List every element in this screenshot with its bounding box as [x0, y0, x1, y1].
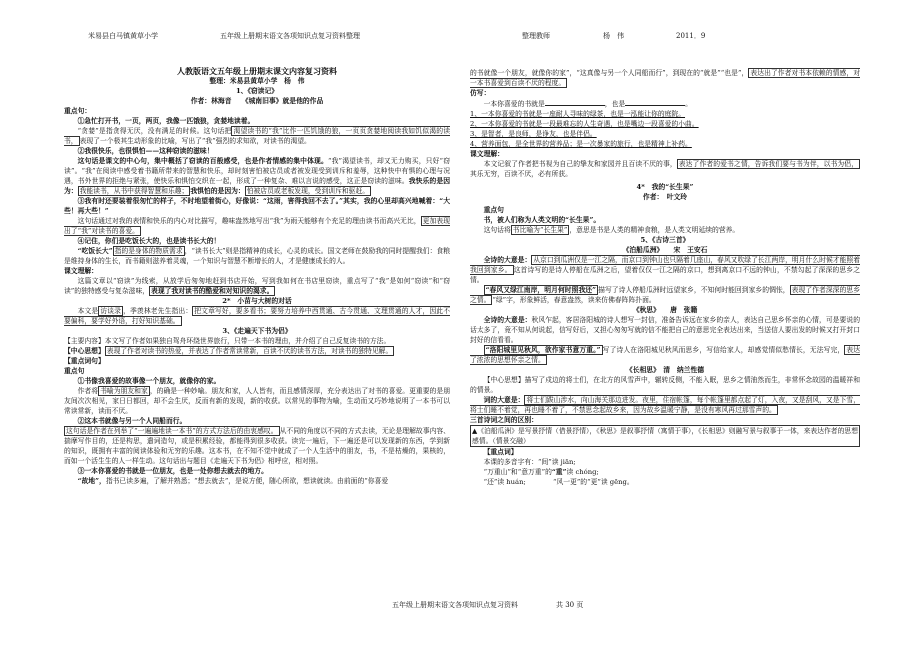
comprehension-text: 本文记叙了作者把书视为自己的挚友和家园并且百读不厌的事， 表达了作者的爱书之情，告诉我们要与书为伴，以书为侣，其乐无穷，百读不厌，必有所获。	[470, 160, 859, 178]
key-sentence-2-explain: 这句话是课文的中心句，集中概括了窃读的百般感受，也是作者情感的集中体现。“我”渴望读书，却又无力购买，只好“窃读”。“我”在阅读中感受着书籍所带来的智慧和快乐，却时刻害怕被店员或者被发现受到训斥和羞辱，这种快中有惧的心理与况遇，书外世界的拒绝与紧张，使快乐和惧怕交织在一起，形成了一种复杂、难以言说的感受，这正是窃读的滋味。我快乐的是因为： 我能读书，从书中获得智慧和乐趣； 我惧怕的是因为： 怕被店员或老板发现，受到训斥和驱赶。	[64, 157, 450, 195]
polyphone-line-3: “还”读 huán; “风一更”的“更”读 gēng。	[483, 478, 634, 486]
doc-title: 人教版语文五年级上册期末课文内容复习资料	[177, 66, 337, 76]
key-sentence-3-explain: 这句话通过对我的表情和快乐的内心对比描写，趣味盎然地写出“我”为雨天能够有个充足的理由读书而高兴无比， 更加表现出了“我”对读书的喜爱。	[64, 217, 450, 235]
blank-line-2	[625, 98, 685, 106]
blank-line-1	[545, 98, 605, 106]
lesson4-sentence-explain: 这句话将 书比喻为“长生果” ，意思是书是人类的精神食粮，是人类文明延续的营养。	[483, 226, 740, 234]
understanding-text: 这篇文章以“窃读”为线索，从放学后匆匆地赶到书店开始，写到我如何在书店里窃读，重点写了“我”是如何“窃读”和“窃读”的独特感受与复杂滋味， 表现了我对读书的酷爱和对知识的渴求。	[64, 277, 450, 295]
key-sentence-2: ②我很快乐，也很惧怕——这种窃读的滋味！	[77, 147, 214, 155]
lesson4-title: 4* 我的“长生果”	[636, 183, 694, 191]
continued-explain: 的书就像一个朋友，就像你的家”，“这真像与另一个人同船而行”，到现在的“就是”“也是”， 表达出了作者对书本依赖的情感，对一本书喜爱到百读不厌的程度。	[470, 69, 860, 87]
poem2-key-line: “洛阳城里见秋风，欲作家书意万重。” 写了诗人在洛阳城见秋风而思乡，写信给家人，却感觉情似愁情长，无法写完， 表达了浓浓的思想怀亲之情。	[470, 346, 860, 364]
left-column	[64, 66, 450, 596]
lesson1-title: 1、《窃读记》	[235, 87, 279, 95]
poem3-title: 《长相思》 清 纳兰性德	[625, 366, 705, 374]
header-date: 2011．9	[676, 32, 706, 40]
header-teacher: 杨 伟	[603, 32, 624, 40]
key-sentence-3: ③我有时还要装着很匆忙的样子，不时地望着街心，好像说：“这雨，害得我回不去了。”其实，我的心里却高兴地喊着：“大些！再大些！”	[64, 197, 450, 215]
poem2-title: 《秋思》 唐 张籍	[632, 306, 698, 314]
poem3-meaning: 词的大意是： 将士们跋山涉水，向山海关那边进发。夜里，住宿帐篷，每个帐篷里都点起了灯，入夜，又是刮风，又是下雪，将士们睡不着觉，再也睡不着了，不禁思念起故乡来，因为故乡温暖宁静，是没有寒风再过那雪声的。	[470, 396, 860, 414]
lesson5-title: 5、《古诗三首》	[640, 236, 690, 244]
header-role: 整理教师	[522, 32, 550, 40]
polyphone-line-2: “万重山”和“意万重”的“重”读 chóng;	[483, 468, 599, 476]
lesson3-title: 3、《走遍天下书为侣》	[222, 327, 292, 335]
footer-doc-title: 五年级上册期末语文各项知识点复习资料	[392, 601, 518, 609]
imitation-label: 仿写：	[470, 89, 491, 97]
imitation-example-3: 3、是智者，是良师，是诤友，也是伴侣。	[470, 130, 597, 138]
right-column	[470, 68, 860, 598]
key-sentence-4-explain: “吃饭长大” 指的是身体的物质需求 ，“读书长大”则是指精神的成长，心灵的成长。国文老师在鼓励我的同时提醒我们：食粮是维持身体的生长，而书籍则滋养着灵魂，一个知识与智慧不断增长的人，才是健康成长的人。	[64, 247, 450, 265]
lesson2-title: 2* 小苗与大树的对话	[222, 297, 292, 305]
lesson3-sentence-2: ②这本书就像与另一个人同船而行。	[77, 417, 187, 425]
imitation-example-4: 4、营养面包，是全世界的营养品；是一次暴家的旅行，也是精神上补药。	[470, 140, 692, 148]
key-sentence-1: ①急忙打开书，一页，两页，我像一匹饿狼，贪婪地读着。	[77, 117, 255, 125]
lesson3-center-idea: 【中心思想】 表现了作者对读书的热爱，并表达了作者常读常新，百读不厌的读书方法，对读书的独特见解。	[64, 347, 393, 355]
lesson3-focus-sub: 重点句	[64, 367, 85, 375]
header-doc-title: 五年级上册期末语文各项知识点复习资料整理	[220, 32, 360, 40]
footer-page-count: 共 30 页	[556, 601, 584, 609]
imitation-example-2: 2、一本你喜爱的书就是一段最难忘的人生奇遇，也是嘴边一段喜爱的小曲。	[470, 120, 699, 128]
lesson3-sentence-3-explain: “故地”，指书已读多遍，了解并熟悉；“想去就去”，是说方便，随心所欲，想读就读。由前面的“你喜爱	[77, 477, 389, 485]
lesson1-author: 作者：林海音 《城南旧事》就是他的作品	[190, 97, 324, 105]
poem1-title: 《泊船瓜洲》 宋 王安石	[622, 246, 708, 254]
poem3-center-idea: 【中心思想】描写了戍边的将士们，在北方的风雪声中，辗转反侧，不能入眠，思乡之情油然而生，非常怀念故园的温暖祥和的情景。	[470, 376, 860, 394]
polyphone-line-1: 本课的多音字有：“间”读 jiān;	[483, 458, 576, 466]
page-header	[0, 28, 920, 44]
understanding-label: 课文理解：	[64, 267, 98, 275]
imitation-example-1: 1、一本你喜爱的书就是一座耐人寻味的绿茶，也是一泓能让你的庭院。	[470, 110, 686, 118]
key-sentence-1-explain: “贪婪”是指贪得无厌，没有满足的时候。这句话把 渴望读书的“我”比作一匹饥饿的狼，一页页贪婪地阅读我如饥似渴的读书， 表现了一个极其生动形象的比喻，写出了“我”强烈的求知欲，对读书的渴望。	[64, 127, 450, 145]
key-sentence-4: ④记住，你们是吃饭长大的，也是读书长大的！	[77, 237, 221, 245]
lesson4-sentence: 书，被人们称为人类文明的“长生果”。	[483, 216, 601, 224]
poem1-key-line: “春风又绿江南岸，明月何时照我还” 描写了诗人停船瓜洲时远望家乡，不知何时能回到家乡的惆怅， 表现了作者深深的思乡之情。 “绿”字，形象鲜活，春意盎然，读来仿佛春阵阵扑面。	[470, 286, 860, 304]
imitation-template: 一本你喜爱的书就是 ，也是 。	[483, 100, 692, 108]
lesson4-focus-label: 重点句	[483, 206, 504, 214]
lesson2-intro: 本文是 访谈录 ，季羡林老先生指出： 把文章写好，要多看书；要努力培养中西贯通、古今贯通、文理贯通的人才，因此不要偏科，要学好外语，打好知识基础。	[64, 307, 450, 325]
comprehension-label: 课文理解：	[470, 150, 504, 158]
lesson3-main-content: 【主要内容】本文写了作者如果独自驾舟环绕世界旅行，只带一本书的理由，并介绍了自己反复读书的方法。	[64, 337, 391, 345]
lesson4-author: 作者： 叶文玲	[642, 193, 688, 201]
poem1-meaning: 全诗的大意是： 从京口到瓜洲仅是一江之隔，而京口到钟山也只隔着几座山，春风又吹绿了长江两岸，明月什么时候才能照着我回到家乡。 这首诗写的是诗人停船在瓜洲之后，望着仅仅一江之隔的京口，想到离京口不远的钟山，不禁勾起了深深的思乡之情。	[470, 256, 860, 284]
keywords-label: 【重点词】	[483, 448, 518, 456]
compiler-line: 整理：米易县黄草小学 杨 伟	[209, 77, 305, 85]
differences-label: 三首诗词之间的区别：	[470, 416, 538, 424]
header-school: 米易县白马镇黄草小学	[88, 32, 158, 40]
lesson3-sentence-2-explain: 这句话是作者在列举了“一遍遍地读一本书”的方式方法后的由衷感叹。 从不同的角度以不同的方式去读，无论是理解故事内容、揣摩写作目的，还是构思，遣词造句，或是积累经验，都能得到很多收获。读完一遍后，下一遍还是可以发现新的东西，学到新的知识，既拥有丰富的阅读体验和无穷的乐趣。这本书，在不知不觉中就成了一个人生活中的朋友，书，不是枯燥的，果核的，而如一个活生生的人一样生动。这句话出与题目《走遍天下书为侣》相呼应，相对照。	[64, 427, 450, 465]
lesson3-sentence-3: ③一本你喜爱的书就是一位朋友，也是一处你想去就去的地方。	[77, 467, 268, 475]
lesson3-sentence-1: ①书像我喜爱的故事像一个朋友，就像你的家。	[77, 377, 221, 385]
poem2-meaning: 全诗的大意是：秋风乍起，客居洛阳城的诗人想写一封信，准备告诉远在家乡的亲人，表达自己思乡怀亲的心情，可是要说的话太多了，竟不知从何说起，信写好后，又担心匆匆写就的信不能把自己的意思完全表达出来，当送信人要出发的时候又打开封口封好的信看看。	[470, 316, 860, 344]
lesson3-sentence-1-explain: 作者将 书喻为朋友和家 ，的确是一种妙喻。朋友和家，人人皆有，而且感情深厚，充分表达出了对书的喜爱。更重要的是朋友间次次相见，家日日都回，却不会生厌，反而有新的发现，新的收获。以常见的事物为喻，生动而又巧妙地说明了一本书可以常读常新，读而不厌。	[64, 387, 450, 415]
lesson3-focus-label: 【重点词句】	[64, 357, 105, 365]
differences-text: ▲《泊船瓜洲》是写景抒情（借景抒情），《秋思》是叙事抒情（寓情于事），《长相思》则融写景与叙事于一体，来表达作者的思想感情。（情景交融）	[472, 427, 858, 445]
focus-label: 重点句：	[64, 107, 92, 115]
